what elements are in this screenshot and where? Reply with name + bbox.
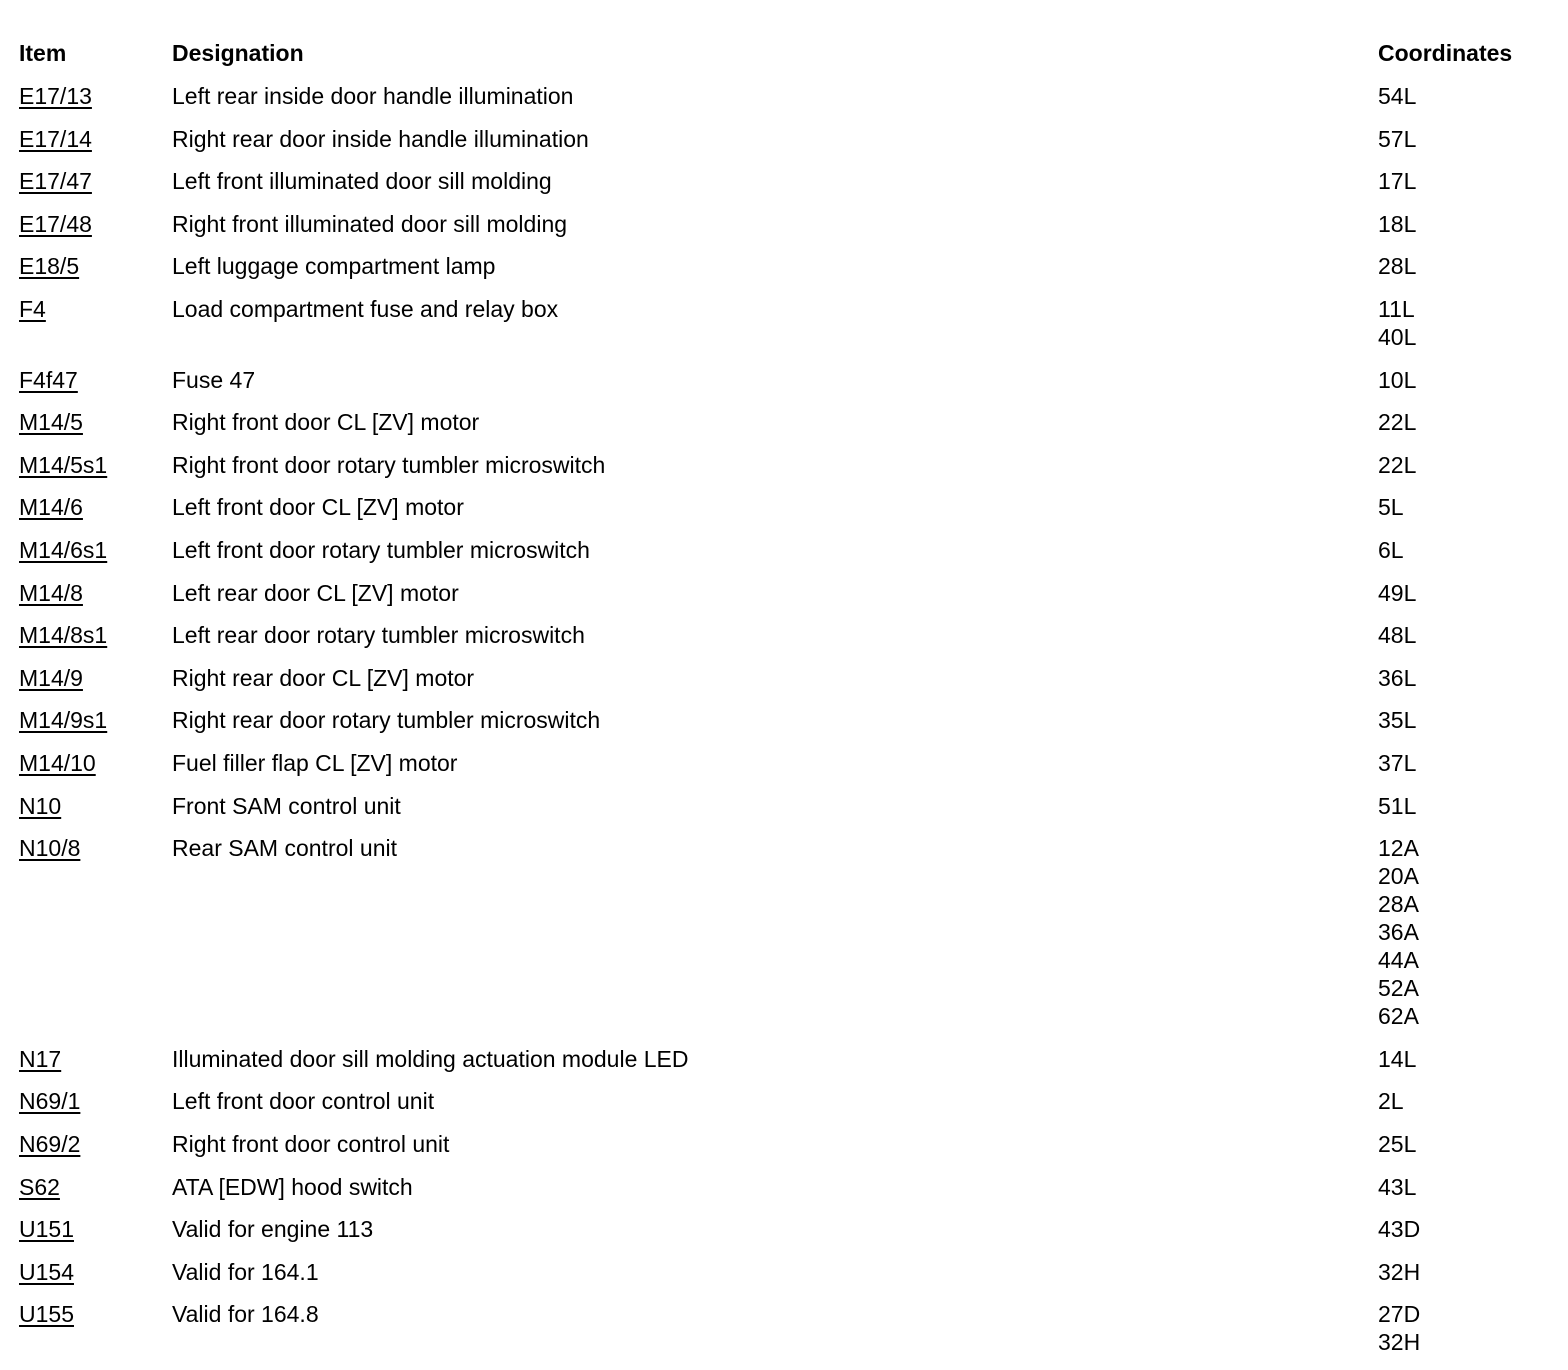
designation-text: Left front door rotary tumbler microswitch [172,537,590,563]
coordinate-value: 25L [1378,1131,1417,1157]
coordinate-value: 22L [1378,451,1417,478]
coordinates-cell [1378,125,1416,153]
designation-text: Left luggage compartment lamp [172,253,496,280]
designation-text: Valid for 164.8 [172,1301,319,1328]
coordinate-value: 18L [1378,210,1417,237]
coordinates-cell [1378,1173,1416,1201]
designation-text: Valid for 164.1 [172,1258,319,1285]
coordinate-value: 12A [1378,835,1419,862]
coordinate-value: 28A [1378,891,1419,918]
item-link[interactable]: M14/10 [19,750,96,776]
coordinates-cell [1378,252,1416,280]
coordinate-value: 22L [1378,409,1417,436]
coordinate-value: 36A [1378,919,1419,946]
coordinate-value: 54L [1378,83,1417,109]
coordinates-cell [1378,792,1416,820]
coordinate-value: 43D [1378,1216,1421,1243]
coordinate-value: 28L [1378,253,1417,280]
coordinate-value: 62A [1378,1003,1419,1030]
item-link[interactable]: M14/6 [19,494,83,521]
coordinates-cell [1378,1130,1416,1158]
coordinate-value: 32H [1378,1258,1421,1285]
coordinates-cell [1378,579,1416,607]
coordinate-value: 37L [1378,750,1417,776]
coordinate-value: 36L [1378,664,1417,691]
coordinate-value: 35L [1378,707,1417,734]
coordinate-value: 10L [1378,366,1417,393]
coordinates-cell [1378,366,1416,394]
coordinates-cell [1378,706,1416,734]
designation-text: Front SAM control unit [172,792,401,819]
item-link[interactable]: E17/13 [19,83,92,109]
designation-text: Right front door control unit [172,1131,450,1157]
column-header-coordinates: Coordinates [1378,40,1513,66]
coordinates-cell [1378,82,1416,110]
coordinate-value: 6L [1378,537,1404,563]
coordinates-cell [1378,1300,1420,1356]
designation-text: Fuse 47 [172,366,256,393]
item-link[interactable]: U155 [19,1301,74,1328]
coordinate-value: 51L [1378,792,1417,819]
coordinate-value: 5L [1378,494,1404,521]
coordinates-cell [1378,536,1404,564]
item-link[interactable]: F4 [19,296,46,322]
designation-text: Right rear door CL [ZV] motor [172,664,475,691]
item-link[interactable]: E18/5 [19,253,80,280]
coordinate-value: 32H [1378,1329,1421,1356]
designation-text: Left rear door CL [ZV] motor [172,579,459,606]
designation-text: Right front illuminated door sill molding [172,210,568,237]
designation-text: Valid for engine 113 [172,1216,374,1243]
coordinates-cell [1378,749,1416,777]
coordinate-value: 20A [1378,863,1419,890]
designation-text: Left front door CL [ZV] motor [172,494,464,521]
designation-text: Right rear door inside handle illumination [172,125,589,152]
coordinate-value: 52A [1378,975,1419,1002]
column-header-designation: Designation [172,40,304,66]
coordinates-cell [1378,210,1416,238]
coordinates-cell [1378,834,1419,1030]
item-link[interactable]: N69/1 [19,1088,81,1115]
designation-text: Rear SAM control unit [172,835,397,862]
item-link[interactable]: F4f47 [19,366,78,393]
coordinates-cell [1378,167,1416,195]
item-link[interactable]: E17/48 [19,210,92,237]
coordinates-cell [1378,621,1416,649]
item-link[interactable]: M14/6s1 [19,537,108,563]
designation-text: Left front door control unit [172,1088,435,1115]
item-link[interactable]: U154 [19,1258,74,1285]
coordinates-cell [1378,1045,1416,1073]
coordinate-value: 17L [1378,168,1417,195]
coordinate-value: 40L [1378,324,1417,350]
item-link[interactable]: M14/8 [19,579,83,606]
coordinate-value: 11L [1378,296,1415,322]
item-link[interactable]: S62 [19,1173,60,1200]
coordinate-value: 48L [1378,622,1417,649]
item-link[interactable]: M14/8s1 [19,622,108,649]
designation-text: Left front illuminated door sill molding [172,168,552,195]
item-link[interactable]: M14/5 [19,409,83,436]
item-link[interactable]: N10/8 [19,835,81,862]
item-link[interactable]: E17/47 [19,168,92,195]
item-link[interactable]: M14/9 [19,664,83,691]
item-link[interactable]: M14/9s1 [19,707,108,734]
coordinates-cell [1378,1087,1404,1115]
designation-text: Left rear door rotary tumbler microswitch [172,622,585,649]
item-link[interactable]: N69/2 [19,1131,81,1157]
designation-text: Right rear door rotary tumbler microswitch [172,707,601,734]
item-link[interactable]: N17 [19,1045,62,1072]
coordinates-cell [1378,1258,1420,1286]
coordinate-value: 57L [1378,125,1417,152]
designation-text: Load compartment fuse and relay box [172,296,559,322]
coordinate-value: 49L [1378,579,1417,606]
designation-text: Fuel filler flap CL [ZV] motor [172,750,458,776]
item-link[interactable]: U151 [19,1216,74,1243]
coordinates-cell [1378,493,1404,521]
coordinate-value: 14L [1378,1045,1417,1072]
coordinates-cell [1378,664,1416,692]
coordinates-cell [1378,1215,1420,1243]
item-link[interactable]: M14/5s1 [19,451,108,478]
item-link[interactable]: N10 [19,792,62,819]
designation-text: Right front door CL [ZV] motor [172,409,480,436]
coordinates-cell [1378,408,1416,436]
designation-text: ATA [EDW] hood switch [172,1173,413,1200]
column-header-item: Item [19,40,67,66]
designation-text: Left rear inside door handle illumination [172,83,574,109]
item-link[interactable]: E17/14 [19,125,92,152]
coordinate-value: 2L [1378,1088,1404,1115]
coordinates-cell [1378,295,1416,351]
coordinates-cell [1378,451,1416,479]
coordinate-value: 27D [1378,1301,1421,1328]
designation-text: Right front door rotary tumbler microswitch [172,451,606,478]
coordinate-value: 43L [1378,1173,1417,1200]
coordinate-value: 44A [1378,947,1419,974]
designation-text: Illuminated door sill molding actuation module LED [172,1045,689,1072]
